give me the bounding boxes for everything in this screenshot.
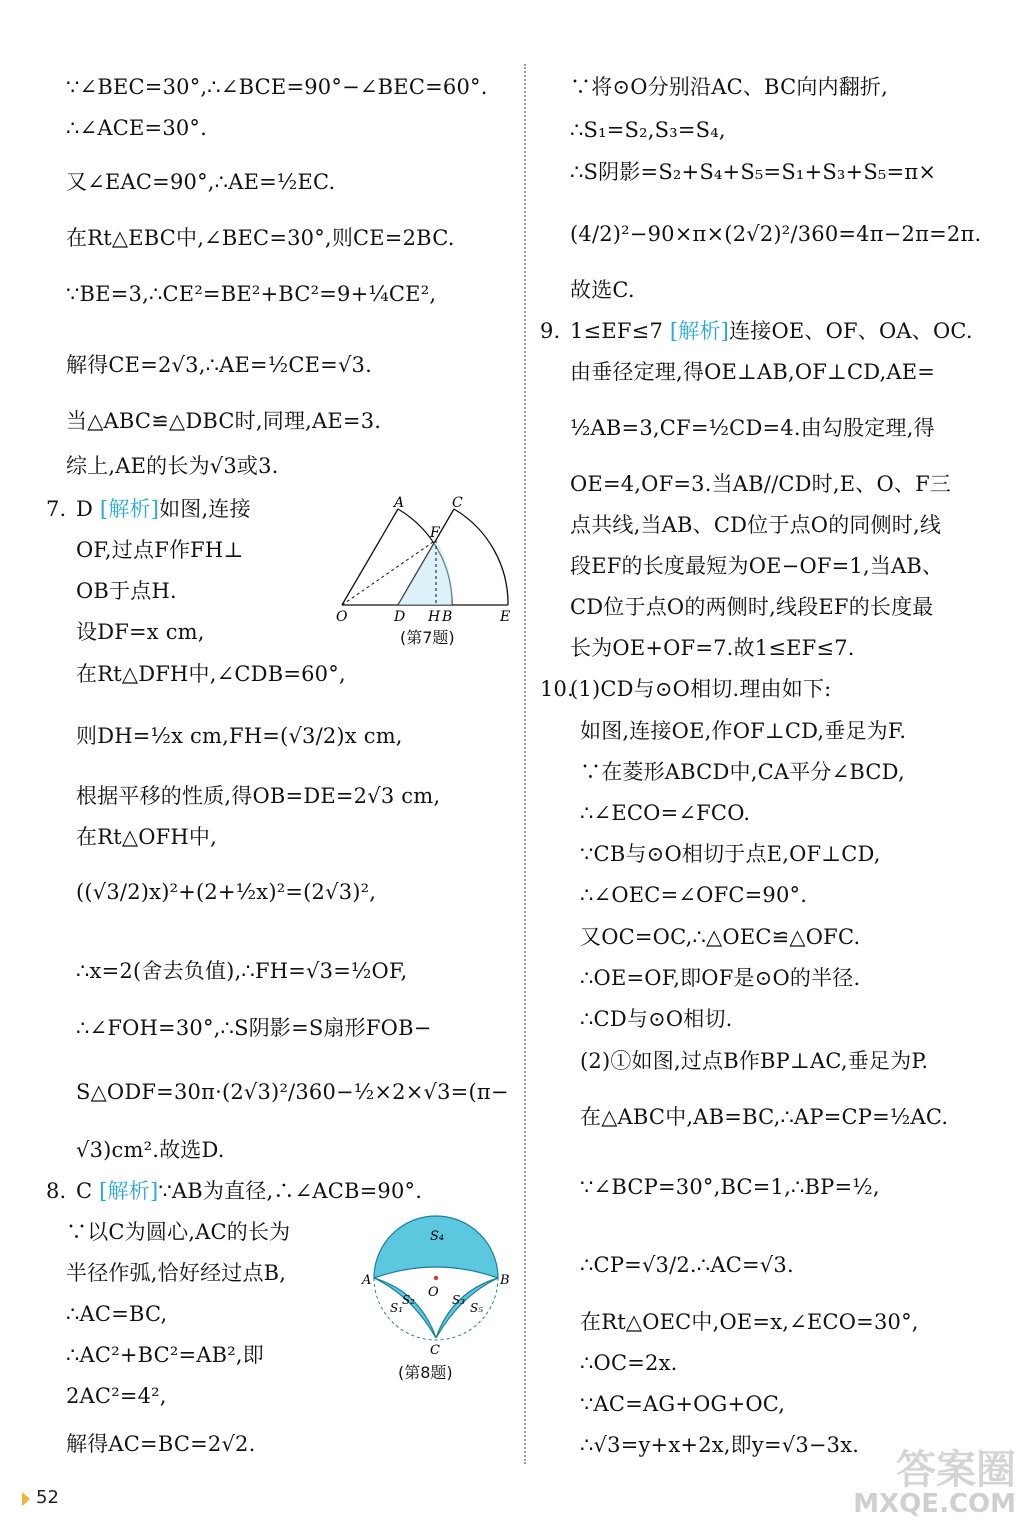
text-line: 如图,连接OE,作OF⊥CD,垂足为F. xyxy=(580,719,907,743)
text-line: 点共线,当AB、CD位于点O的同侧时,线 xyxy=(570,513,942,537)
text-line: ∵CB与⊙O相切于点E,OF⊥CD, xyxy=(580,842,881,866)
fig8-label: S₂ xyxy=(402,1293,416,1307)
text-line: 解得AC=BC=2√2. xyxy=(66,1432,256,1456)
figure-8-caption: (第8题) xyxy=(398,1363,453,1382)
text-line: 段EF的长度最短为OE−OF=1,当AB、 xyxy=(570,554,944,578)
fig7-label: B xyxy=(442,609,453,625)
figure-8-diagram xyxy=(360,1210,520,1360)
watermark-main: 答案圈 xyxy=(896,1447,1016,1493)
column-divider xyxy=(524,64,526,1464)
figure-7-caption: (第7题) xyxy=(400,628,455,647)
text-line: 解得CE=2√3,∴AE=½CE=√3. xyxy=(66,353,372,377)
text-line: 2AC²=4², xyxy=(66,1384,167,1408)
analysis-tag: [解析] xyxy=(99,1179,159,1203)
text-line: OE=4,OF=3.当AB//CD时,E、O、F三 xyxy=(570,472,952,496)
text-line: 由垂径定理,得OE⊥AB,OF⊥CD,AE= xyxy=(570,360,936,384)
text-line: ½AB=3,CF=½CD=4.由勾股定理,得 xyxy=(570,416,935,440)
text-line: ∴AC=BC, xyxy=(66,1302,168,1326)
fig8-label: S₃ xyxy=(452,1293,466,1307)
figure-7 xyxy=(330,495,520,650)
analysis-tag: [解析] xyxy=(99,497,160,521)
watermark xyxy=(853,1447,1016,1519)
fig8-label: B xyxy=(500,1273,510,1288)
text-line: ∵在菱形ABCD中,CA平分∠BCD, xyxy=(580,760,905,784)
text-line: ∵将⊙O分别沿AC、BC向内翻折, xyxy=(570,75,889,99)
text-line: ∴S阴影=S₂+S₄+S₅=S₁+S₃+S₅=π× xyxy=(570,160,937,184)
text-line: 在Rt△EBC中,∠BEC=30°,则CE=2BC. xyxy=(66,226,455,250)
analysis-tag: [解析] xyxy=(669,319,730,343)
text-line: (4/2)²−90×π×(2√2)²/360=4π−2π=2π. xyxy=(570,222,982,246)
text-line: 根据平移的性质,得OB=DE=2√3 cm, xyxy=(76,784,441,808)
watermark-sub: MXQE.COM xyxy=(853,1489,1016,1519)
fig8-label: O xyxy=(428,1285,439,1300)
text-line: OF,过点F作FH⊥ xyxy=(76,538,244,562)
page-number: 52 xyxy=(36,1487,59,1508)
figure-8 xyxy=(360,1210,520,1390)
fig7-label: A xyxy=(394,495,405,511)
text-line: ∴OE=OF,即OF是⊙O的半径. xyxy=(580,966,861,990)
text-line: OB于点H. xyxy=(76,579,177,603)
text-line: 在Rt△OEC中,OE=x,∠ECO=30°, xyxy=(580,1310,919,1334)
text-line: ∵AC=AG+OG+OC, xyxy=(580,1392,786,1416)
text-line: ∵∠BCP=30°,BC=1,∴BP=½, xyxy=(580,1175,880,1199)
text-line: 设DF=x cm, xyxy=(76,620,205,644)
text-line: ∴x=2(舍去负值),∴FH=√3=½OF, xyxy=(76,959,408,983)
text-line: 1≤EF≤7 [解析]连接OE、OF、OA、OC. xyxy=(570,319,973,343)
text-line: 又∠EAC=90°,∴AE=½EC. xyxy=(66,170,336,194)
text-line: ∴∠ECO=∠FCO. xyxy=(580,801,751,825)
text-line: CD位于点O的两侧时,线段EF的长度最 xyxy=(570,595,934,619)
question-number: 10. xyxy=(540,677,574,701)
text-line: 半径作弧,恰好经过点B, xyxy=(66,1261,287,1285)
text-line: 在Rt△OFH中, xyxy=(76,825,217,849)
fig7-label: D xyxy=(394,609,406,625)
fig8-label: S₄ xyxy=(430,1229,445,1244)
text-line: ∴∠FOH=30°,∴S阴影=S扇形FOB− xyxy=(76,1016,432,1040)
fig8-label: A xyxy=(362,1273,372,1288)
text-line: 故选C. xyxy=(570,278,635,302)
fig7-label: O xyxy=(336,609,348,625)
text-line: 又OC=OC,∴△OEC≌△OFC. xyxy=(580,925,861,949)
fig7-label: F xyxy=(430,525,440,541)
text-line: 则DH=½x cm,FH=(√3/2)x cm, xyxy=(76,724,403,748)
text-line: ∴OC=2x. xyxy=(580,1351,678,1375)
text-line: ∴√3=y+x+2x,即y=√3−3x. xyxy=(580,1433,860,1457)
text-line: (1)CD与⊙O相切.理由如下: xyxy=(570,677,832,701)
text-line: D [解析]如图,连接 xyxy=(76,497,251,521)
text-line: 在Rt△DFH中,∠CDB=60°, xyxy=(76,662,346,686)
text-line: ∴AC²+BC²=AB²,即 xyxy=(66,1343,265,1367)
text-line: √3)cm².故选D. xyxy=(76,1138,225,1162)
fig7-label: C xyxy=(452,495,463,511)
text-line: ∴CP=√3/2.∴AC=√3. xyxy=(580,1253,794,1277)
text-line: 在△ABC中,AB=BC,∴AP=CP=½AC. xyxy=(580,1105,949,1129)
text-line: ∵BE=3,∴CE²=BE²+BC²=9+¼CE², xyxy=(66,282,437,306)
question-number: 9. xyxy=(540,319,561,343)
text-line: 综上,AE的长为√3或3. xyxy=(66,454,279,478)
page-marker-icon xyxy=(22,1492,30,1506)
fig7-label: H xyxy=(428,609,441,625)
text-line: C [解析]∵AB为直径,∴∠ACB=90°. xyxy=(76,1179,423,1203)
text-line: ∴S₁=S₂,S₃=S₄, xyxy=(570,118,726,142)
text-line: ∵以C为圆心,AC的长为 xyxy=(66,1220,291,1244)
fig8-label: S₁ xyxy=(390,1301,404,1315)
text-line: 当△ABC≌△DBC时,同理,AE=3. xyxy=(66,409,382,433)
text-line: ∵∠BEC=30°,∴∠BCE=90°−∠BEC=60°. xyxy=(66,75,488,99)
question-number: 7. xyxy=(46,497,67,521)
text-line: 长为OE+OF=7.故1≤EF≤7. xyxy=(570,636,855,660)
fig8-label: C xyxy=(430,1343,440,1358)
text-line: ∴CD与⊙O相切. xyxy=(580,1007,733,1031)
fig7-label: E xyxy=(500,609,511,625)
text-line: ∴∠OEC=∠OFC=90°. xyxy=(580,883,808,907)
question-number: 8. xyxy=(46,1179,67,1203)
text-line: ((√3/2)x)²+(2+½x)²=(2√3)², xyxy=(76,880,377,904)
text-line: ∴∠ACE=30°. xyxy=(66,116,208,140)
text-line: (2)①如图,过点B作BP⊥AC,垂足为P. xyxy=(580,1049,929,1073)
fig8-label: S₅ xyxy=(470,1301,484,1315)
text-line: S△ODF=30π·(2√3)²/360−½×2×√3=(π− xyxy=(76,1080,509,1104)
figure-7-diagram xyxy=(330,495,520,630)
